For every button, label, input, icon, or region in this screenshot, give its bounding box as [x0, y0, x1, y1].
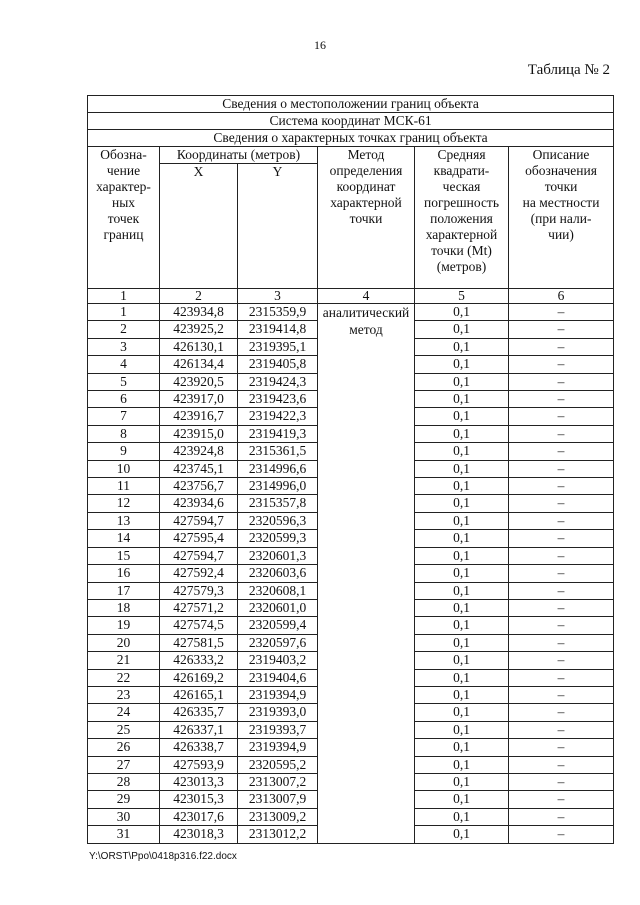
- y-coordinate-cell: 2319394,9: [238, 739, 318, 756]
- description-cell: –: [509, 808, 614, 825]
- mean-error-cell: 0,1: [415, 460, 509, 477]
- point-number-cell: 25: [88, 721, 160, 738]
- mean-error-cell: 0,1: [415, 443, 509, 460]
- description-cell: –: [509, 321, 614, 338]
- y-coordinate-cell: 2320599,4: [238, 617, 318, 634]
- description-cell: –: [509, 443, 614, 460]
- description-cell: –: [509, 669, 614, 686]
- description-cell: –: [509, 773, 614, 790]
- y-coordinate-cell: 2313007,2: [238, 773, 318, 790]
- x-coordinate-cell: 427593,9: [160, 756, 238, 773]
- header-description: Описание обозначения точки на местности (при нали- чии): [509, 147, 614, 289]
- point-number-cell: 30: [88, 808, 160, 825]
- point-number-cell: 19: [88, 617, 160, 634]
- y-coordinate-cell: 2319403,2: [238, 652, 318, 669]
- y-coordinate-cell: 2320603,6: [238, 565, 318, 582]
- mean-error-cell: 0,1: [415, 826, 509, 843]
- description-cell: –: [509, 547, 614, 564]
- section-title-coordinate-system: Система координат МСК-61: [88, 113, 614, 130]
- x-coordinate-cell: 427595,4: [160, 530, 238, 547]
- y-coordinate-cell: 2319414,8: [238, 321, 318, 338]
- description-cell: –: [509, 373, 614, 390]
- mean-error-cell: 0,1: [415, 304, 509, 321]
- description-cell: –: [509, 791, 614, 808]
- mean-error-cell: 0,1: [415, 408, 509, 425]
- header-mean-error: Средняя квадрати- ческая погрешность положения характерной точки (Mt) (метров): [415, 147, 509, 289]
- x-coordinate-cell: 426165,1: [160, 686, 238, 703]
- mean-error-cell: 0,1: [415, 425, 509, 442]
- column-number: 1: [88, 289, 160, 304]
- mean-error-cell: 0,1: [415, 478, 509, 495]
- y-coordinate-cell: 2319395,1: [238, 338, 318, 355]
- point-number-cell: 12: [88, 495, 160, 512]
- x-coordinate-cell: 426337,1: [160, 721, 238, 738]
- point-number-cell: 9: [88, 443, 160, 460]
- description-cell: –: [509, 460, 614, 477]
- description-cell: –: [509, 530, 614, 547]
- description-cell: –: [509, 512, 614, 529]
- mean-error-cell: 0,1: [415, 686, 509, 703]
- header-point-designation: Обозна- чение характер- ных точек границ: [88, 147, 160, 289]
- page-number: 16: [314, 38, 326, 52]
- point-number-cell: 28: [88, 773, 160, 790]
- y-coordinate-cell: 2313012,2: [238, 826, 318, 843]
- mean-error-cell: 0,1: [415, 512, 509, 529]
- mean-error-cell: 0,1: [415, 704, 509, 721]
- mean-error-cell: 0,1: [415, 599, 509, 616]
- column-numbers-row: [88, 289, 614, 304]
- description-cell: –: [509, 425, 614, 442]
- x-coordinate-cell: 427579,3: [160, 582, 238, 599]
- y-coordinate-cell: 2320597,6: [238, 634, 318, 651]
- y-coordinate-cell: 2315359,9: [238, 304, 318, 321]
- mean-error-cell: 0,1: [415, 634, 509, 651]
- mean-error-cell: 0,1: [415, 669, 509, 686]
- description-cell: –: [509, 739, 614, 756]
- description-cell: –: [509, 304, 614, 321]
- y-coordinate-cell: 2319394,9: [238, 686, 318, 703]
- y-coordinate-cell: 2320599,3: [238, 530, 318, 547]
- y-coordinate-cell: 2319393,0: [238, 704, 318, 721]
- mean-error-cell: 0,1: [415, 373, 509, 390]
- y-coordinate-cell: 2320596,3: [238, 512, 318, 529]
- description-cell: –: [509, 634, 614, 651]
- x-coordinate-cell: 423934,6: [160, 495, 238, 512]
- point-number-cell: 27: [88, 756, 160, 773]
- point-number-cell: 20: [88, 634, 160, 651]
- point-number-cell: 29: [88, 791, 160, 808]
- point-number-cell: 7: [88, 408, 160, 425]
- x-coordinate-cell: 427581,5: [160, 634, 238, 651]
- mean-error-cell: 0,1: [415, 773, 509, 790]
- description-cell: –: [509, 756, 614, 773]
- column-number: 5: [415, 289, 509, 304]
- mean-error-cell: 0,1: [415, 338, 509, 355]
- description-cell: –: [509, 338, 614, 355]
- y-coordinate-cell: 2314996,0: [238, 478, 318, 495]
- mean-error-cell: 0,1: [415, 391, 509, 408]
- header-x: X: [160, 164, 238, 289]
- footer-file-path: Y:\ORST\Ppo\0418p316.f22.docx: [89, 851, 237, 862]
- y-coordinate-cell: 2320601,0: [238, 599, 318, 616]
- column-number: 4: [318, 289, 415, 304]
- y-coordinate-cell: 2320601,3: [238, 547, 318, 564]
- y-coordinate-cell: 2313007,9: [238, 791, 318, 808]
- description-cell: –: [509, 391, 614, 408]
- point-number-cell: 15: [88, 547, 160, 564]
- x-coordinate-cell: 423917,0: [160, 391, 238, 408]
- table-label: Таблица № 2: [527, 62, 610, 78]
- table-row: [88, 304, 614, 321]
- point-number-cell: 11: [88, 478, 160, 495]
- description-cell: –: [509, 686, 614, 703]
- description-cell: –: [509, 582, 614, 599]
- point-number-cell: 23: [88, 686, 160, 703]
- x-coordinate-cell: 423920,5: [160, 373, 238, 390]
- y-coordinate-cell: 2319424,3: [238, 373, 318, 390]
- x-coordinate-cell: 426338,7: [160, 739, 238, 756]
- x-coordinate-cell: 423017,6: [160, 808, 238, 825]
- description-cell: –: [509, 565, 614, 582]
- x-coordinate-cell: 426130,1: [160, 338, 238, 355]
- mean-error-cell: 0,1: [415, 617, 509, 634]
- description-cell: –: [509, 599, 614, 616]
- y-coordinate-cell: 2320595,2: [238, 756, 318, 773]
- section-title-points: Сведения о характерных точках границ объекта: [88, 130, 614, 147]
- x-coordinate-cell: 423756,7: [160, 478, 238, 495]
- y-coordinate-cell: 2320608,1: [238, 582, 318, 599]
- x-coordinate-cell: 427594,7: [160, 547, 238, 564]
- y-coordinate-cell: 2319423,6: [238, 391, 318, 408]
- column-number: 6: [509, 289, 614, 304]
- mean-error-cell: 0,1: [415, 652, 509, 669]
- mean-error-cell: 0,1: [415, 808, 509, 825]
- y-coordinate-cell: 2319405,8: [238, 356, 318, 373]
- mean-error-cell: 0,1: [415, 321, 509, 338]
- point-number-cell: 26: [88, 739, 160, 756]
- description-cell: –: [509, 478, 614, 495]
- x-coordinate-cell: 426169,2: [160, 669, 238, 686]
- description-cell: –: [509, 495, 614, 512]
- x-coordinate-cell: 427594,7: [160, 512, 238, 529]
- mean-error-cell: 0,1: [415, 721, 509, 738]
- point-number-cell: 8: [88, 425, 160, 442]
- y-coordinate-cell: 2319393,7: [238, 721, 318, 738]
- mean-error-cell: 0,1: [415, 547, 509, 564]
- header-method: Метод определения координат характерной точки: [318, 147, 415, 289]
- y-coordinate-cell: 2315361,5: [238, 443, 318, 460]
- point-number-cell: 10: [88, 460, 160, 477]
- point-number-cell: 24: [88, 704, 160, 721]
- point-number-cell: 16: [88, 565, 160, 582]
- point-number-cell: 21: [88, 652, 160, 669]
- mean-error-cell: 0,1: [415, 530, 509, 547]
- column-number: 2: [160, 289, 238, 304]
- x-coordinate-cell: 423015,3: [160, 791, 238, 808]
- mean-error-cell: 0,1: [415, 756, 509, 773]
- y-coordinate-cell: 2319419,3: [238, 425, 318, 442]
- y-coordinate-cell: 2319404,6: [238, 669, 318, 686]
- x-coordinate-cell: 423745,1: [160, 460, 238, 477]
- description-cell: –: [509, 721, 614, 738]
- point-number-cell: 4: [88, 356, 160, 373]
- x-coordinate-cell: 427571,2: [160, 599, 238, 616]
- y-coordinate-cell: 2313009,2: [238, 808, 318, 825]
- point-number-cell: 13: [88, 512, 160, 529]
- description-cell: –: [509, 617, 614, 634]
- description-cell: –: [509, 356, 614, 373]
- description-cell: –: [509, 704, 614, 721]
- y-coordinate-cell: 2315357,8: [238, 495, 318, 512]
- point-number-cell: 31: [88, 826, 160, 843]
- x-coordinate-cell: 423934,8: [160, 304, 238, 321]
- point-number-cell: 2: [88, 321, 160, 338]
- y-coordinate-cell: 2319422,3: [238, 408, 318, 425]
- point-number-cell: 5: [88, 373, 160, 390]
- x-coordinate-cell: 423018,3: [160, 826, 238, 843]
- x-coordinate-cell: 427574,5: [160, 617, 238, 634]
- mean-error-cell: 0,1: [415, 739, 509, 756]
- point-number-cell: 18: [88, 599, 160, 616]
- mean-error-cell: 0,1: [415, 582, 509, 599]
- header-coordinates: Координаты (метров): [160, 147, 318, 164]
- description-cell: –: [509, 826, 614, 843]
- x-coordinate-cell: 423915,0: [160, 425, 238, 442]
- mean-error-cell: 0,1: [415, 495, 509, 512]
- y-coordinate-cell: 2314996,6: [238, 460, 318, 477]
- mean-error-cell: 0,1: [415, 565, 509, 582]
- x-coordinate-cell: 423916,7: [160, 408, 238, 425]
- x-coordinate-cell: 423013,3: [160, 773, 238, 790]
- point-number-cell: 3: [88, 338, 160, 355]
- x-coordinate-cell: 427592,4: [160, 565, 238, 582]
- point-number-cell: 22: [88, 669, 160, 686]
- mean-error-cell: 0,1: [415, 356, 509, 373]
- x-coordinate-cell: 426134,4: [160, 356, 238, 373]
- description-cell: –: [509, 408, 614, 425]
- section-title-location: Сведения о местоположении границ объекта: [88, 96, 614, 113]
- x-coordinate-cell: 426333,2: [160, 652, 238, 669]
- point-number-cell: 14: [88, 530, 160, 547]
- header-y: Y: [238, 164, 318, 289]
- x-coordinate-cell: 426335,7: [160, 704, 238, 721]
- x-coordinate-cell: 423924,8: [160, 443, 238, 460]
- method-cell: аналитический метод: [318, 304, 415, 844]
- point-number-cell: 1: [88, 304, 160, 321]
- description-cell: –: [509, 652, 614, 669]
- point-number-cell: 6: [88, 391, 160, 408]
- mean-error-cell: 0,1: [415, 791, 509, 808]
- coordinates-table: [87, 95, 614, 844]
- column-number: 3: [238, 289, 318, 304]
- x-coordinate-cell: 423925,2: [160, 321, 238, 338]
- point-number-cell: 17: [88, 582, 160, 599]
